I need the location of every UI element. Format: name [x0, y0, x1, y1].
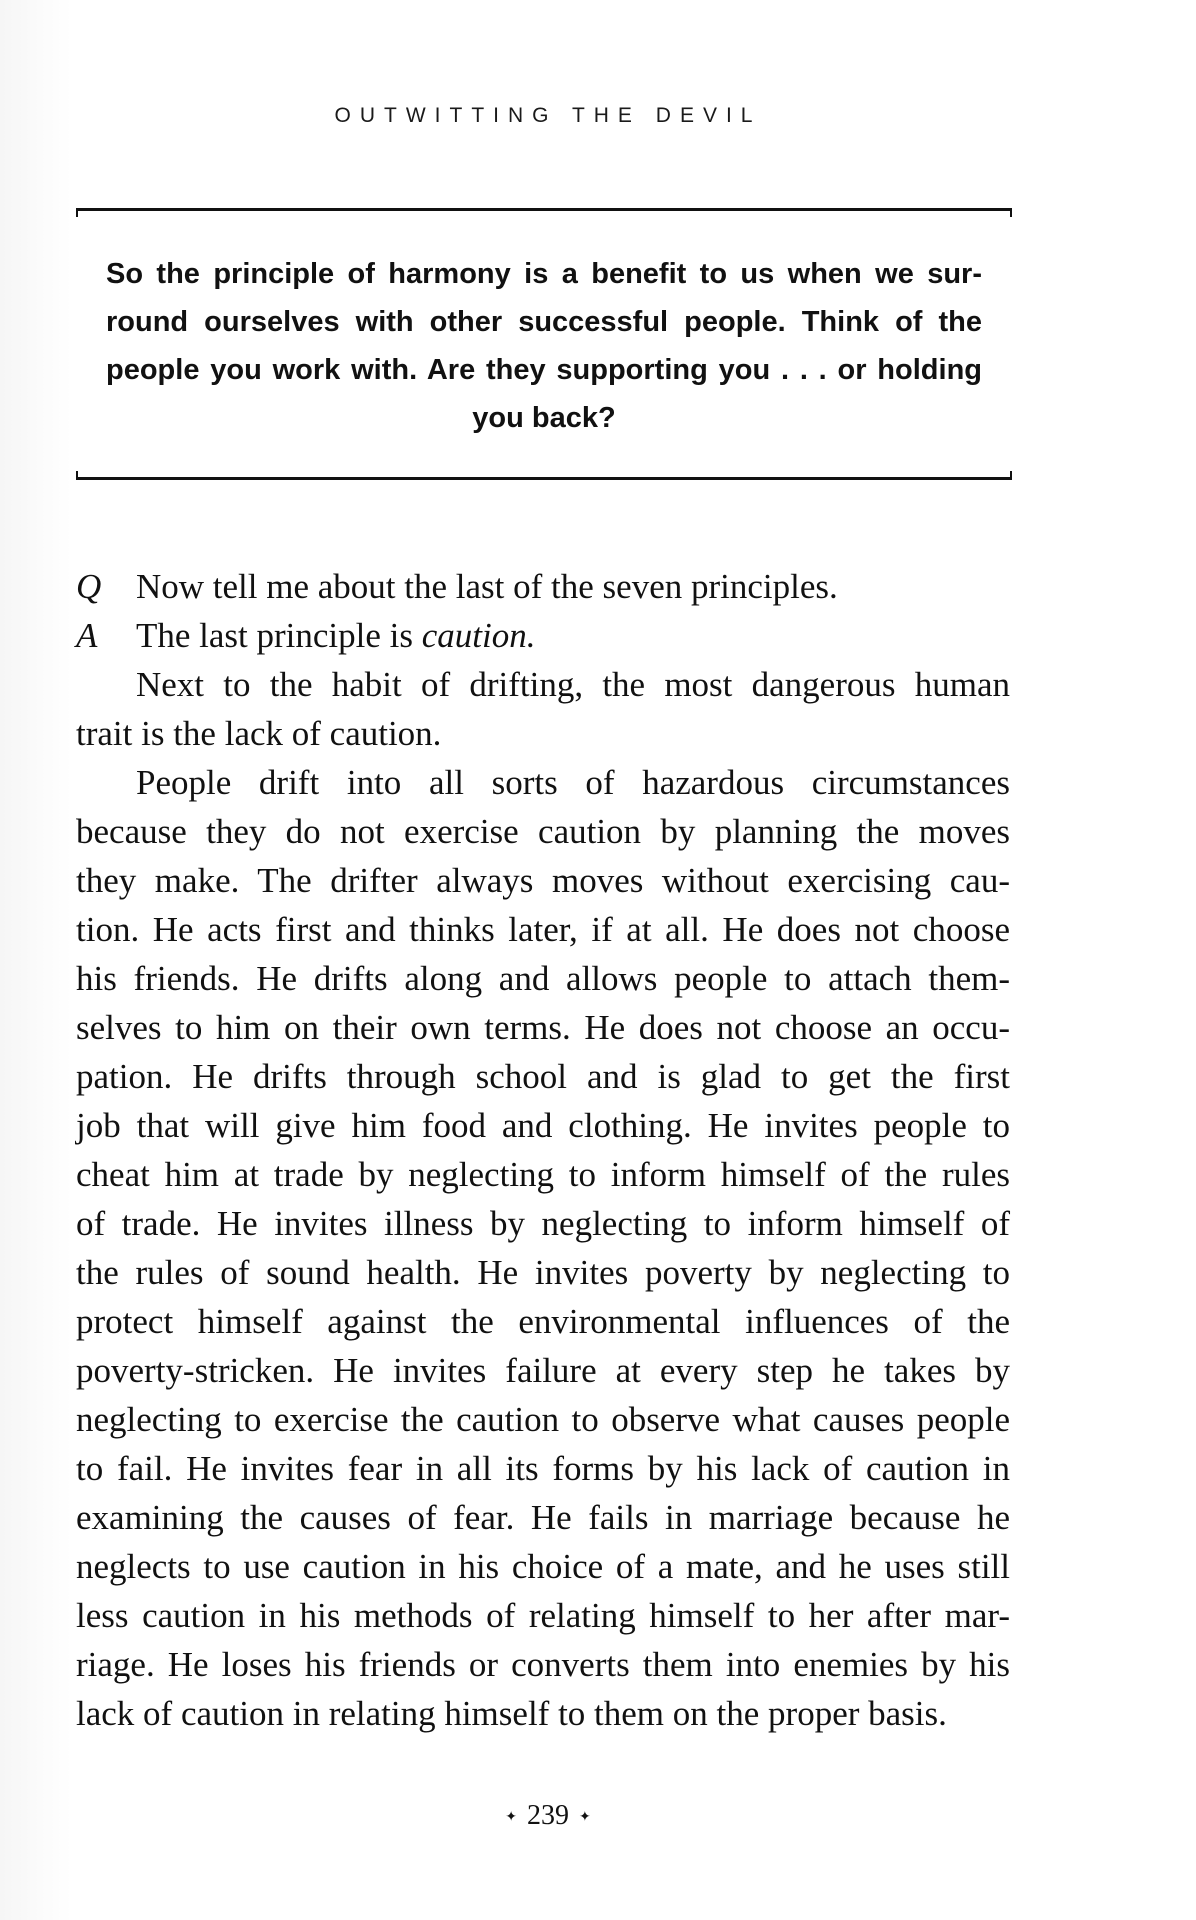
paragraph-line: they make. The drifter always moves without exercising cau- [76, 861, 1010, 900]
pull-quote-top-rule [76, 208, 1012, 211]
answer-text [76, 611, 1010, 660]
paragraph-line: selves to him on their own terms. He does not choose an occu- [76, 1008, 1010, 1047]
paragraph-line: job that will give him food and clothing. He invites people to [76, 1106, 1010, 1145]
paragraph-line: trait is the lack of caution. [76, 714, 442, 753]
paragraph-line: of trade. He invites illness by neglecting to inform himself of [76, 1204, 1010, 1243]
answer-row [76, 611, 1010, 660]
question-marker: Q [76, 567, 102, 606]
answer-emphasis: caution. [421, 616, 536, 655]
paragraph-line: to fail. He invites fear in all its forms by his lack of caution in [76, 1449, 1010, 1488]
paragraph-line: because they do not exercise caution by planning the moves [76, 812, 1010, 851]
question-row [76, 562, 1010, 611]
pull-quote-box [76, 208, 1012, 480]
page-number-footer [0, 1800, 1096, 1832]
paragraph-hazards [76, 758, 1010, 1738]
page-number: 239 [527, 1800, 569, 1831]
pull-quote-text [106, 250, 982, 442]
paragraph-line: pation. He drifts through school and is glad to get the first [76, 1057, 1010, 1096]
paragraph-line: less caution in his methods of relating himself to her after mar- [76, 1596, 1010, 1635]
paragraph-line: riage. He loses his friends or converts them into enemies by his [76, 1645, 1010, 1684]
paragraph-drifting [76, 660, 1010, 758]
answer-marker: A [76, 616, 98, 655]
paragraph-line: tion. He acts first and thinks later, if at all. He does not choose [76, 910, 1010, 949]
scan-edge [0, 0, 72, 1920]
paragraph-line: neglects to use caution in his choice of a mate, and he uses still [76, 1547, 1010, 1586]
pull-quote-line: you back? [472, 402, 616, 434]
paragraph-line: protect himself against the environmental influences of the [76, 1302, 1010, 1341]
paragraph-line: poverty-stricken. He invites failure at every step he takes by [76, 1351, 1010, 1390]
body-text [76, 562, 1010, 1738]
running-head: OUTWITTING THE DEVIL [334, 104, 762, 127]
ornament-left-icon: ✦ [505, 1810, 517, 1826]
pull-quote-bottom-rule [76, 477, 1012, 480]
paragraph-line: neglecting to exercise the caution to observe what causes people [76, 1400, 1010, 1439]
pull-quote-line: So the principle of harmony is a benefit to us when we sur- [106, 258, 982, 290]
answer-text-main: The last principle is [136, 616, 422, 655]
paragraph-line: cheat him at trade by neglecting to inform himself of the rules [76, 1155, 1010, 1194]
paragraph-line: People drift into all sorts of hazardous circumstances [136, 763, 1010, 802]
ornament-right-icon: ✦ [579, 1810, 591, 1826]
pull-quote-line: round ourselves with other successful people. Think of the [106, 306, 982, 338]
paragraph-line: examining the causes of fear. He fails in marriage because he [76, 1498, 1010, 1537]
paragraph-line: his friends. He drifts along and allows people to attach them- [76, 959, 1010, 998]
paragraph-line: Next to the habit of drifting, the most dangerous human [136, 665, 1010, 704]
paragraph-line: lack of caution in relating himself to them on the proper basis. [76, 1694, 947, 1733]
pull-quote-line: people you work with. Are they supporting you . . . or holding [106, 354, 982, 386]
question-text: Now tell me about the last of the seven principles. [136, 567, 838, 606]
paragraph-line: the rules of sound health. He invites poverty by neglecting to [76, 1253, 1010, 1292]
